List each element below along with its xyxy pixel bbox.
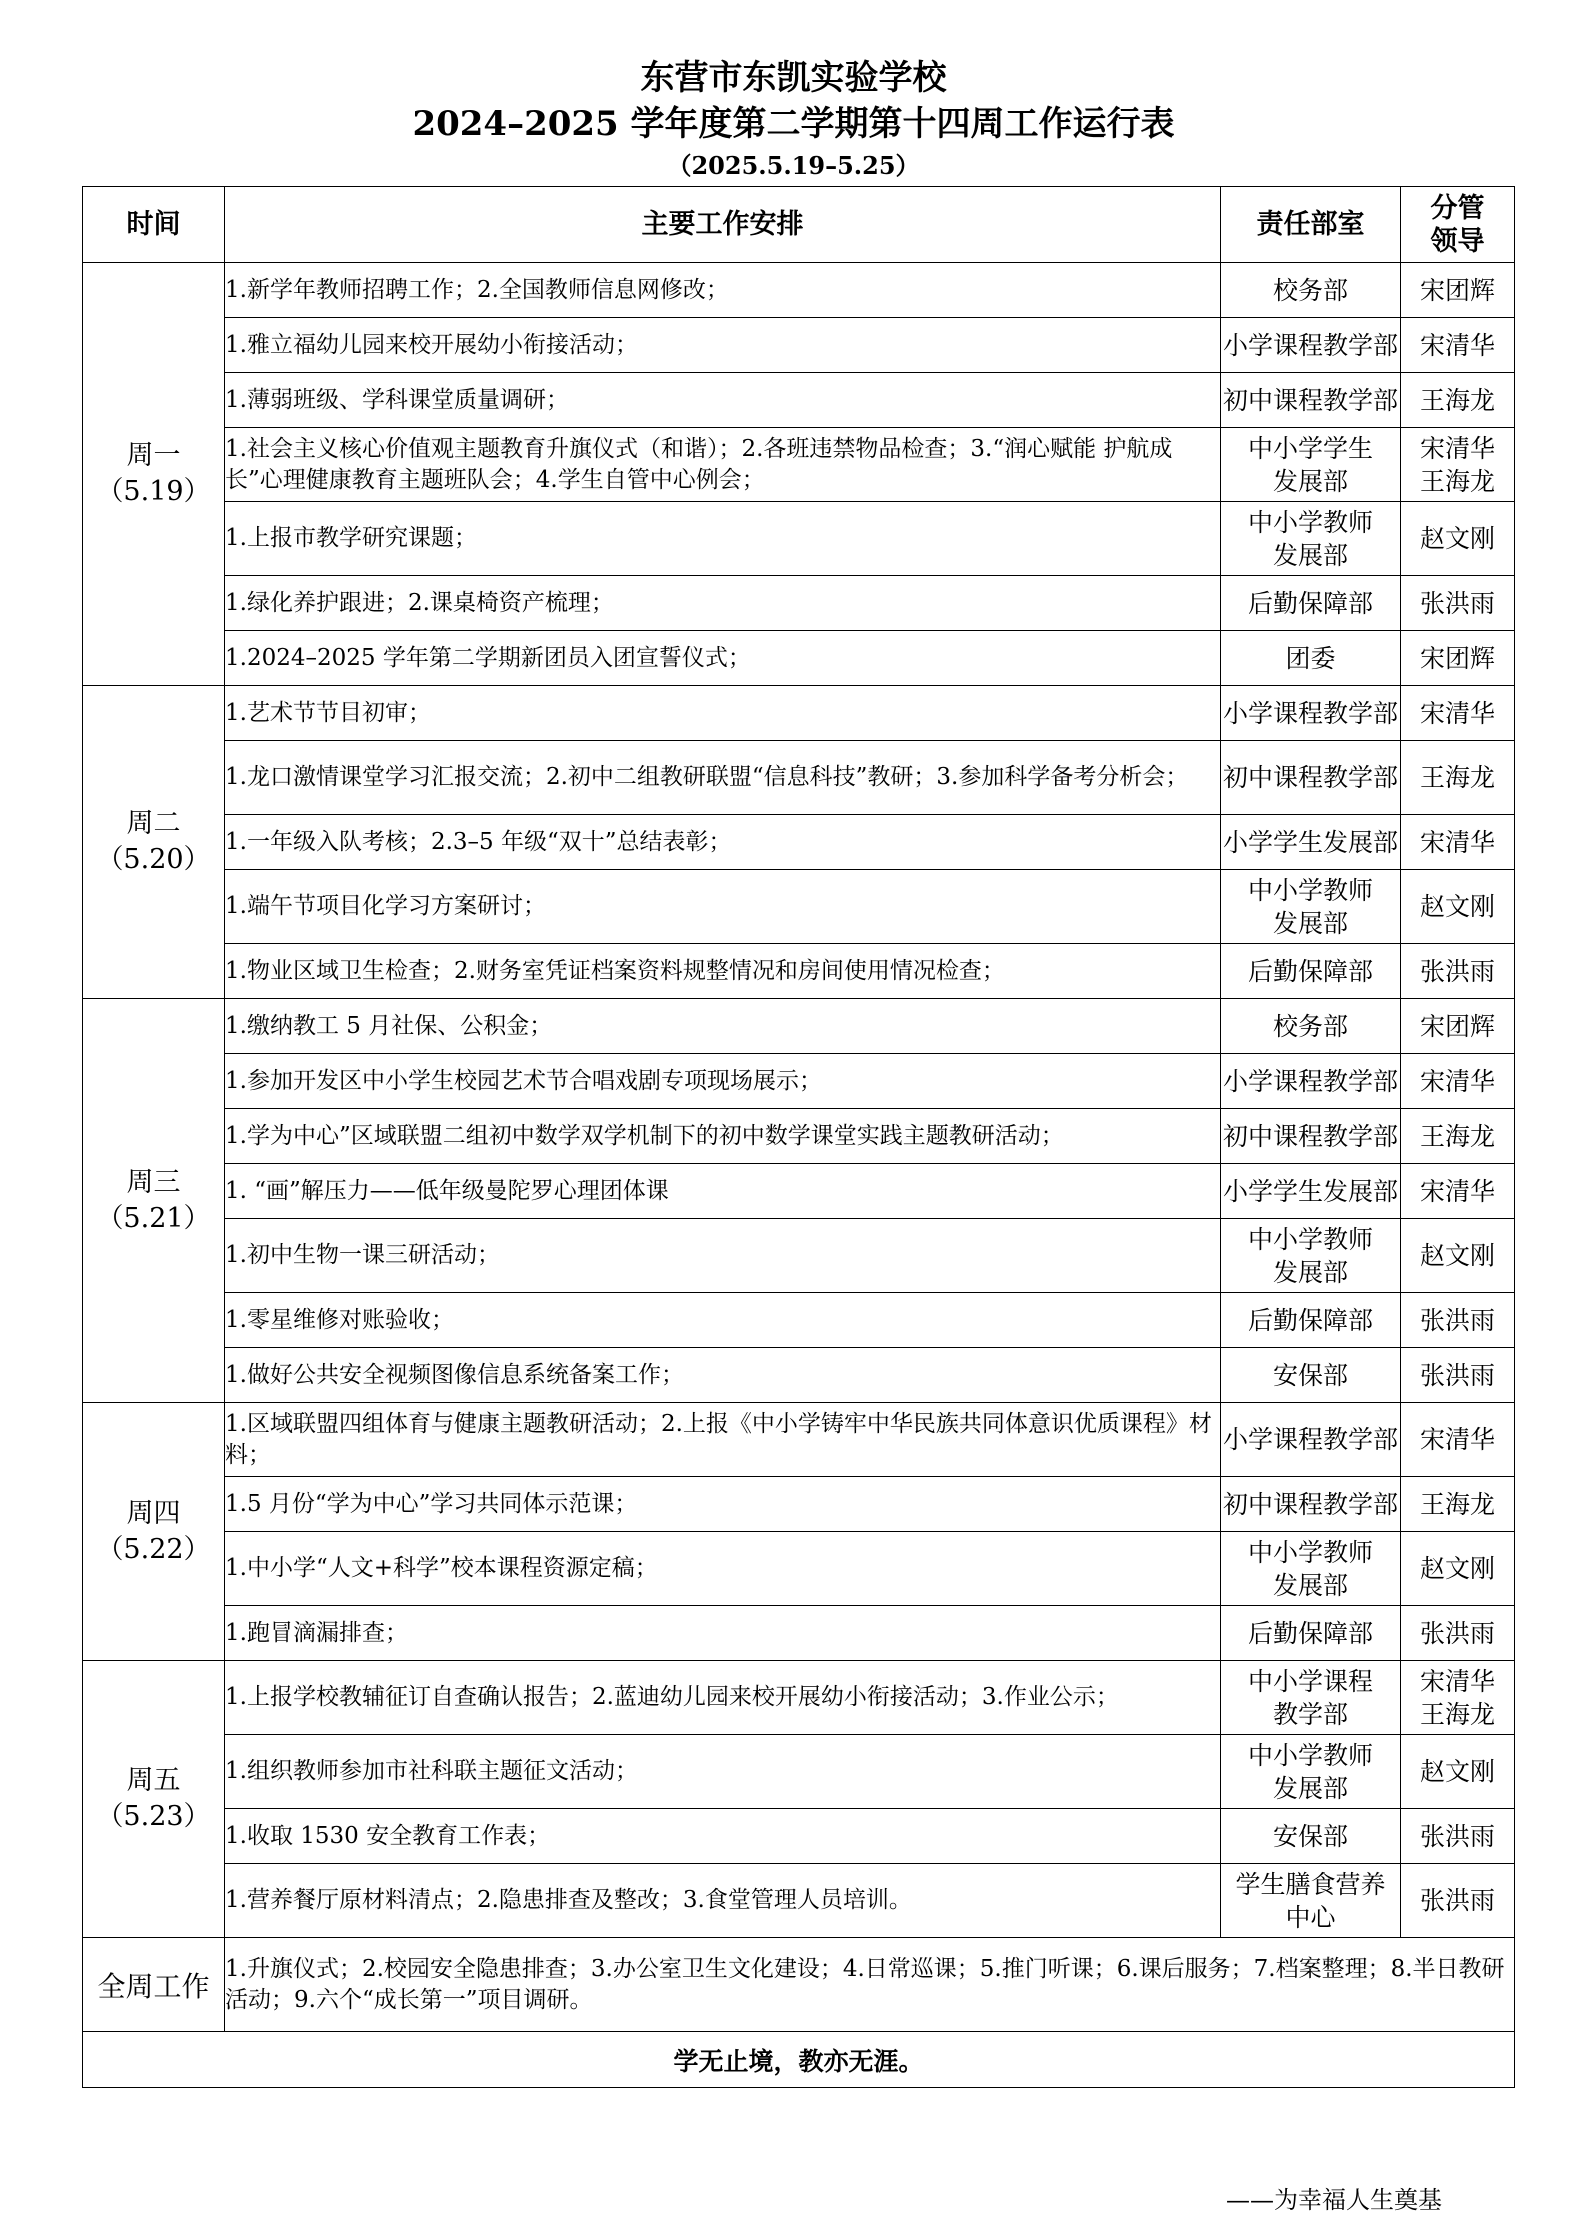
lead-cell xyxy=(1401,1606,1515,1661)
leader-name: 张洪雨 xyxy=(1419,1360,1495,1390)
lead-cell xyxy=(1401,1109,1515,1164)
leader-name: 宋团辉 xyxy=(1419,275,1495,305)
dept-cell xyxy=(1221,576,1401,631)
dept-name: 发展部 xyxy=(1272,908,1348,938)
work-item: 1. “画”解压力——低年级曼陀罗心理团体课 xyxy=(225,1164,1221,1219)
work-item: 1.社会主义核心价值观主题教育升旗仪式（和谐）；2.各班违禁物品检查；3.“润心赋能 护航成长”心理健康教育主题班队会；4.学生自管中心例会； xyxy=(225,428,1221,502)
dept-name: 小学课程教学部 xyxy=(1222,1425,1398,1454)
leader-name: 王海龙 xyxy=(1419,466,1495,496)
dept-name: 初中课程教学部 xyxy=(1222,763,1398,792)
lead-cell xyxy=(1401,1735,1515,1809)
dept-name: 中小学教师 xyxy=(1247,1224,1373,1254)
lead-cell xyxy=(1401,686,1515,741)
dept-name: 发展部 xyxy=(1272,1570,1348,1600)
lead-cell xyxy=(1401,1219,1515,1293)
header-time: 时间 xyxy=(83,187,225,263)
lead-cell xyxy=(1401,428,1515,502)
day-cell xyxy=(83,263,225,686)
schedule-table xyxy=(82,186,1515,2088)
leader-name: 赵文刚 xyxy=(1419,524,1495,553)
week-label: 全周工作 xyxy=(83,1938,225,2032)
header-lead-line: 领导 xyxy=(1430,225,1485,257)
lead-cell xyxy=(1401,1661,1515,1735)
table-row xyxy=(83,1606,1515,1661)
table-row xyxy=(83,502,1515,576)
leader-name: 张洪雨 xyxy=(1419,1821,1495,1851)
lead-cell xyxy=(1401,1809,1515,1864)
day-cell xyxy=(83,1661,225,1938)
leader-name: 宋清华 xyxy=(1419,1666,1495,1696)
day-label: （5.22） xyxy=(96,1533,211,1565)
table-row xyxy=(83,1661,1515,1735)
work-item: 1.零星维修对账验收； xyxy=(225,1293,1221,1348)
leader-name: 赵文刚 xyxy=(1419,892,1495,921)
table-row xyxy=(83,870,1515,944)
leader-name: 王海龙 xyxy=(1419,1121,1495,1151)
table-row xyxy=(83,1109,1515,1164)
week-row xyxy=(83,1938,1515,2032)
table-row xyxy=(83,1403,1515,1477)
table-row xyxy=(83,1809,1515,1864)
footer-slogan: ——为幸福人生奠基 xyxy=(1226,2186,1442,2214)
work-item: 1.收取 1530 安全教育工作表； xyxy=(225,1809,1221,1864)
dept-name: 初中课程教学部 xyxy=(1222,385,1398,415)
work-item: 1.跑冒滴漏排查； xyxy=(225,1606,1221,1661)
lead-cell xyxy=(1401,1348,1515,1403)
leader-name: 王海龙 xyxy=(1419,763,1495,792)
dept-name: 小学学生发展部 xyxy=(1222,827,1398,857)
table-row xyxy=(83,1735,1515,1809)
lead-cell xyxy=(1401,1864,1515,1938)
dept-name: 小学课程教学部 xyxy=(1222,698,1398,728)
lead-cell xyxy=(1401,944,1515,999)
dept-name: 中小学教师 xyxy=(1247,875,1373,905)
dept-name: 初中课程教学部 xyxy=(1222,1121,1398,1151)
dept-cell xyxy=(1221,1164,1401,1219)
dept-cell xyxy=(1221,1477,1401,1532)
work-item: 1.缴纳教工 5 月社保、公积金； xyxy=(225,999,1221,1054)
work-item: 1.学为中心”区域联盟二组初中数学双学机制下的初中数学课堂实践主题教研活动； xyxy=(225,1109,1221,1164)
table-row xyxy=(83,741,1515,815)
table-row xyxy=(83,631,1515,686)
dept-cell xyxy=(1221,1348,1401,1403)
table-row xyxy=(83,1864,1515,1938)
table-row xyxy=(83,999,1515,1054)
table-row xyxy=(83,1054,1515,1109)
table-row xyxy=(83,815,1515,870)
dept-name: 团委 xyxy=(1285,643,1336,673)
lead-cell xyxy=(1401,263,1515,318)
leader-name: 宋清华 xyxy=(1419,1066,1495,1096)
leader-name: 张洪雨 xyxy=(1419,1886,1495,1915)
table-row xyxy=(83,318,1515,373)
header-work: 主要工作安排 xyxy=(225,187,1221,263)
lead-cell xyxy=(1401,1293,1515,1348)
table-row xyxy=(83,1293,1515,1348)
table-row xyxy=(83,944,1515,999)
dept-name: 教学部 xyxy=(1272,1699,1348,1729)
leader-name: 张洪雨 xyxy=(1419,1305,1495,1335)
dept-name: 初中课程教学部 xyxy=(1222,1489,1398,1519)
leader-name: 宋团辉 xyxy=(1419,643,1495,673)
header-lead-line: 分管 xyxy=(1430,192,1485,224)
dept-cell xyxy=(1221,870,1401,944)
work-item: 1.区域联盟四组体育与健康主题教研活动；2.上报《中小学铸牢中华民族共同体意识优质课程》材料； xyxy=(225,1403,1221,1477)
leader-name: 宋清华 xyxy=(1419,1425,1495,1454)
day-cell xyxy=(83,999,225,1403)
lead-cell xyxy=(1401,999,1515,1054)
work-item: 1.新学年教师招聘工作；2.全国教师信息网修改； xyxy=(225,263,1221,318)
dept-name: 中小学教师 xyxy=(1247,1537,1373,1567)
header-lead xyxy=(1401,187,1515,263)
date-range: （2025.5.19–5.25） xyxy=(667,151,920,180)
leader-name: 赵文刚 xyxy=(1419,1241,1495,1270)
table-row xyxy=(83,1348,1515,1403)
leader-name: 赵文刚 xyxy=(1419,1757,1495,1786)
lead-cell xyxy=(1401,1054,1515,1109)
dept-cell xyxy=(1221,1109,1401,1164)
work-item: 1.2024–2025 学年第二学期新团员入团宣誓仪式； xyxy=(225,631,1221,686)
day-label: （5.19） xyxy=(96,476,211,507)
leader-name: 宋团辉 xyxy=(1419,1011,1495,1041)
dept-cell xyxy=(1221,373,1401,428)
day-label: （5.20） xyxy=(96,844,211,875)
lead-cell xyxy=(1401,1403,1515,1477)
school-name: 东营市东凯实验学校 xyxy=(640,58,947,98)
motto-row xyxy=(83,2032,1515,2088)
dept-cell xyxy=(1221,1606,1401,1661)
lead-cell xyxy=(1401,318,1515,373)
leader-name: 王海龙 xyxy=(1419,385,1495,415)
table-row xyxy=(83,1164,1515,1219)
dept-cell xyxy=(1221,999,1401,1054)
work-item: 1.参加开发区中小学生校园艺术节合唱戏剧专项现场展示； xyxy=(225,1054,1221,1109)
leader-name: 宋清华 xyxy=(1419,1176,1495,1206)
header-dept: 责任部室 xyxy=(1221,187,1401,263)
leader-name: 张洪雨 xyxy=(1419,956,1495,986)
work-item: 1.艺术节节目初审； xyxy=(225,686,1221,741)
dept-name: 发展部 xyxy=(1272,540,1348,570)
work-item: 1.龙口激情课堂学习汇报交流；2.初中二组教研联盟“信息科技”教研；3.参加科学备考分析会； xyxy=(225,741,1221,815)
dept-name: 中小学学生 xyxy=(1247,433,1373,463)
dept-name: 小学课程教学部 xyxy=(1222,1066,1398,1096)
dept-name: 后勤保障部 xyxy=(1247,956,1373,986)
dept-name: 中小学课程 xyxy=(1247,1666,1373,1696)
lead-cell xyxy=(1401,741,1515,815)
dept-cell xyxy=(1221,1735,1401,1809)
work-item: 1.物业区域卫生检查；2.财务室凭证档案资料规整情况和房间使用情况检查； xyxy=(225,944,1221,999)
lead-cell xyxy=(1401,1164,1515,1219)
leader-name: 张洪雨 xyxy=(1419,588,1495,618)
work-item: 1.营养餐厅原材料清点；2.隐患排查及整改；3.食堂管理人员培训。 xyxy=(225,1864,1221,1938)
table-row xyxy=(83,263,1515,318)
table-row xyxy=(83,686,1515,741)
dept-cell xyxy=(1221,631,1401,686)
lead-cell xyxy=(1401,502,1515,576)
day-cell xyxy=(83,686,225,999)
day-label: （5.21） xyxy=(96,1202,211,1234)
dept-cell xyxy=(1221,263,1401,318)
motto: 学无止境，教亦无涯。 xyxy=(83,2032,1515,2088)
schedule-body xyxy=(83,263,1515,1938)
leader-name: 王海龙 xyxy=(1419,1699,1495,1729)
dept-name: 发展部 xyxy=(1272,1773,1348,1803)
table-row xyxy=(83,428,1515,502)
dept-name: 安保部 xyxy=(1272,1821,1348,1851)
work-item: 1.上报学校教辅征订自查确认报告；2.蓝迪幼儿园来校开展幼小衔接活动；3.作业公示； xyxy=(225,1661,1221,1735)
lead-cell xyxy=(1401,631,1515,686)
dept-cell xyxy=(1221,1661,1401,1735)
lead-cell xyxy=(1401,373,1515,428)
day-label: 周二 xyxy=(126,808,181,839)
dept-cell xyxy=(1221,741,1401,815)
document-title: 2024–2025 学年度第二学期第十四周工作运行表 xyxy=(412,104,1175,144)
table-row xyxy=(83,373,1515,428)
lead-cell xyxy=(1401,1532,1515,1606)
lead-cell xyxy=(1401,576,1515,631)
dept-name: 学生膳食营养 xyxy=(1235,1869,1386,1899)
dept-name: 小学课程教学部 xyxy=(1222,330,1398,360)
dept-cell xyxy=(1221,1532,1401,1606)
dept-cell xyxy=(1221,1054,1401,1109)
dept-name: 后勤保障部 xyxy=(1247,1305,1373,1335)
work-item: 1.雅立福幼儿园来校开展幼小衔接活动； xyxy=(225,318,1221,373)
dept-cell xyxy=(1221,1293,1401,1348)
work-item: 1.端午节项目化学习方案研讨； xyxy=(225,870,1221,944)
week-text: 1.升旗仪式；2.校园安全隐患排查；3.办公室卫生文化建设；4.日常巡课；5.推门听课；6.课后服务；7.档案整理；8.半日教研活动；9.六个“成长第一”项目调研。 xyxy=(225,1938,1515,2032)
work-item: 1.中小学“人文+科学”校本课程资源定稿； xyxy=(225,1532,1221,1606)
work-item: 1.组织教师参加市社科联主题征文活动； xyxy=(225,1735,1221,1809)
work-item: 1.上报市教学研究课题； xyxy=(225,502,1221,576)
dept-cell xyxy=(1221,1809,1401,1864)
dept-cell xyxy=(1221,815,1401,870)
table-row xyxy=(83,1219,1515,1293)
leader-name: 宋清华 xyxy=(1419,698,1495,728)
lead-cell xyxy=(1401,1477,1515,1532)
header-row xyxy=(83,187,1515,263)
work-item: 1.初中生物一课三研活动； xyxy=(225,1219,1221,1293)
dept-name: 发展部 xyxy=(1272,1257,1348,1287)
leader-name: 宋清华 xyxy=(1419,330,1495,360)
day-label: 周五 xyxy=(126,1765,181,1796)
work-item: 1.做好公共安全视频图像信息系统备案工作； xyxy=(225,1348,1221,1403)
dept-name: 后勤保障部 xyxy=(1247,588,1373,618)
day-cell xyxy=(83,1403,225,1661)
dept-cell xyxy=(1221,1219,1401,1293)
leader-name: 张洪雨 xyxy=(1419,1618,1495,1648)
work-item: 1.一年级入队考核；2.3–5 年级“双十”总结表彰； xyxy=(225,815,1221,870)
day-label: 周四 xyxy=(126,1497,181,1529)
leader-name: 赵文刚 xyxy=(1419,1554,1495,1583)
table-row xyxy=(83,1532,1515,1606)
dept-name: 校务部 xyxy=(1272,1011,1348,1041)
dept-cell xyxy=(1221,428,1401,502)
lead-cell xyxy=(1401,870,1515,944)
dept-cell xyxy=(1221,686,1401,741)
table-row xyxy=(83,1477,1515,1532)
dept-cell xyxy=(1221,318,1401,373)
work-item: 1.薄弱班级、学科课堂质量调研； xyxy=(225,373,1221,428)
work-item: 1.5 月份“学为中心”学习共同体示范课； xyxy=(225,1477,1221,1532)
dept-cell xyxy=(1221,502,1401,576)
leader-name: 王海龙 xyxy=(1419,1489,1495,1519)
dept-name: 发展部 xyxy=(1272,466,1348,496)
lead-cell xyxy=(1401,815,1515,870)
dept-cell xyxy=(1221,1864,1401,1938)
dept-name: 中小学教师 xyxy=(1247,507,1373,537)
day-label: 周一 xyxy=(126,440,181,471)
dept-name: 小学学生发展部 xyxy=(1222,1176,1398,1206)
day-label: 周三 xyxy=(126,1166,181,1198)
table-row xyxy=(83,576,1515,631)
dept-cell xyxy=(1221,944,1401,999)
work-item: 1.绿化养护跟进；2.课桌椅资产梳理； xyxy=(225,576,1221,631)
dept-cell xyxy=(1221,1403,1401,1477)
dept-name: 后勤保障部 xyxy=(1247,1618,1373,1648)
leader-name: 宋清华 xyxy=(1419,433,1495,463)
leader-name: 宋清华 xyxy=(1419,827,1495,857)
dept-name: 安保部 xyxy=(1272,1360,1348,1390)
dept-name: 中小学教师 xyxy=(1247,1740,1373,1770)
day-label: （5.23） xyxy=(96,1801,211,1832)
dept-name: 校务部 xyxy=(1272,275,1348,305)
dept-name: 中心 xyxy=(1285,1902,1336,1932)
